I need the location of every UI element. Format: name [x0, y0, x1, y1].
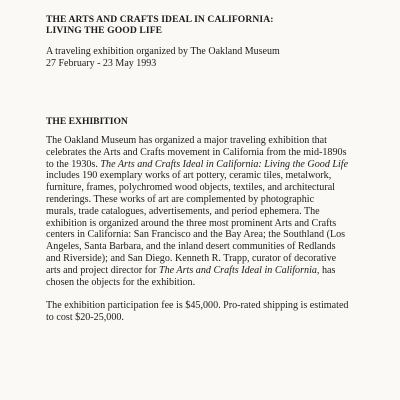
- paragraph-line: and Riverside); and San Diego. Kenneth R. Trapp, curator of decorative: [46, 252, 337, 264]
- paragraph-line: centers in California: San Francisco and the Bay Area; the Southland (Los: [46, 229, 346, 241]
- subtitle-line-organizer: A traveling exhibition organized by The Oakland Museum: [46, 46, 280, 57]
- paragraph-line: murals, trade catalogues, advertisements, and period ephemera. The: [46, 205, 320, 217]
- section-heading-exhibition: THE EXHIBITION: [46, 116, 128, 127]
- document-subtitle: [46, 46, 386, 70]
- paragraph-line: The Oakland Museum has organized a major traveling exhibition that: [46, 135, 327, 146]
- paragraph-line: includes 190 exemplary works of art pottery, ceramic tiles, metalwork,: [46, 170, 332, 182]
- exhibition-title-italic: The Arts and Crafts Ideal in California: Living the Good Life: [100, 158, 349, 170]
- paragraph-line: chosen the objects for the exhibition.: [46, 276, 196, 288]
- paragraph-line: furniture, frames, polychromed wood objects, textiles, and architectural: [46, 182, 335, 194]
- document-page: [46, 14, 386, 324]
- document-title-line-1: THE ARTS AND CRAFTS IDEAL IN CALIFORNIA:: [46, 14, 274, 25]
- exhibition-description: [46, 135, 386, 288]
- fee-line: The exhibition participation fee is $45,000. Pro-rated shipping is estimated: [46, 300, 349, 312]
- paragraph-line: to the 1930s. The Arts and Crafts Ideal in California: Living the Good Life: [46, 158, 349, 170]
- paragraph-line: Angeles, Santa Barbara, and the inland desert communities of Redlands: [46, 241, 336, 253]
- document-title-line-2: LIVING THE GOOD LIFE: [46, 25, 163, 36]
- subtitle-line-dates: 27 February - 23 May 1993: [46, 58, 157, 69]
- paragraph-line: exhibition is organized around the three most prominent Arts and Crafts: [46, 217, 337, 229]
- participation-fee-paragraph: [46, 300, 386, 324]
- fee-line: to cost $20-25,000.: [46, 312, 124, 324]
- paragraph-line: arts and project director for The Arts and Crafts Ideal in California, has: [46, 264, 336, 276]
- exhibition-title-italic: The Arts and Crafts Ideal in California: [158, 264, 317, 276]
- paragraph-line: renderings. These works of art are complemented by photographic: [46, 193, 315, 205]
- paragraph-line: celebrates the Arts and Crafts movement in California from the mid-1890s: [46, 146, 347, 158]
